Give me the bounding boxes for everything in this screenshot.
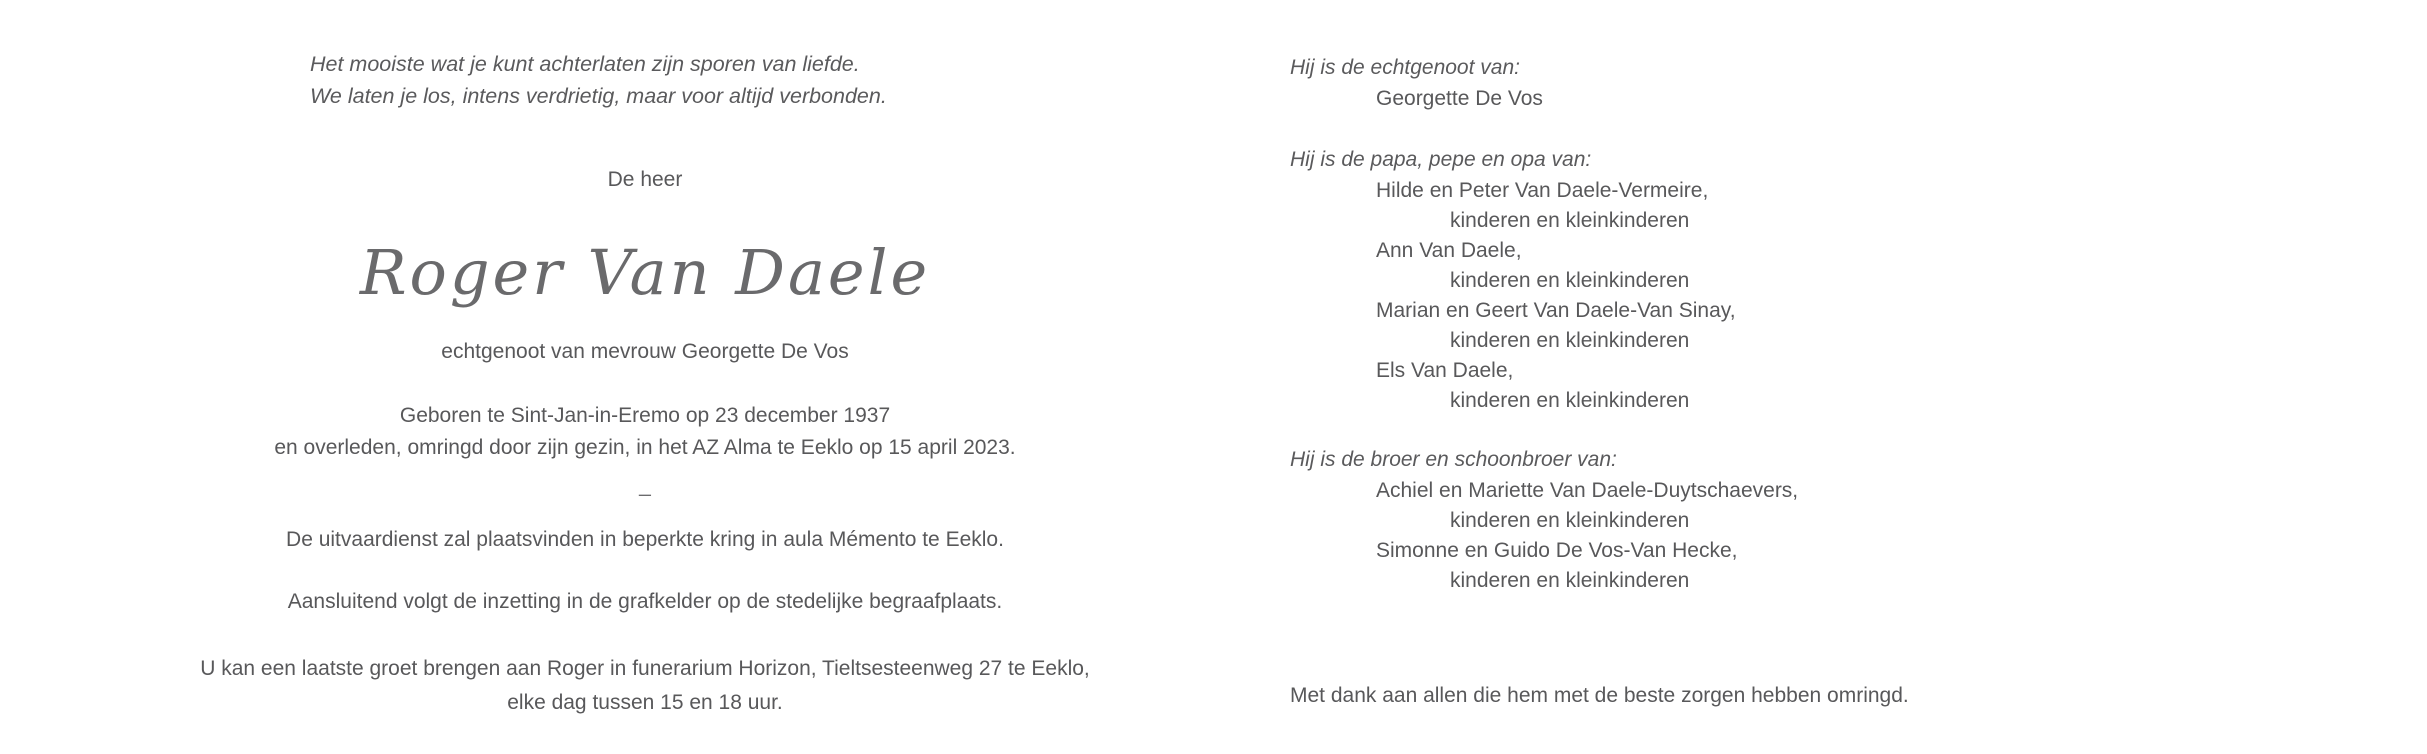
family-member-sub: kinderen en kleinkinderen (1450, 209, 1690, 232)
spouse-section-name: Georgette De Vos (1376, 87, 1543, 110)
spouse-section-heading: Hij is de echtgenoot van: (1290, 56, 1520, 79)
family-member-name: Simonne en Guido De Vos-Van Hecke, (1376, 539, 1738, 562)
visiting-line-2: elke dag tussen 15 en 18 uur. (507, 691, 783, 714)
list-item (1290, 536, 2427, 596)
list-item (1290, 176, 2427, 236)
list-item (1290, 356, 2427, 416)
family-member-name: Hilde en Peter Van Daele-Vermeire, (1376, 179, 1709, 202)
family-member-sub: kinderen en kleinkinderen (1450, 329, 1690, 352)
quote-line-2: We laten je los, intens verdrietig, maar voor altijd verbonden. (310, 84, 887, 108)
visiting-block (0, 652, 1290, 720)
family-member-sub: kinderen en kleinkinderen (1450, 569, 1690, 592)
siblings-section (1290, 448, 2427, 596)
family-member-name: Ann Van Daele, (1376, 239, 1522, 262)
family-member-name: Marian en Geert Van Daele-Van Sinay, (1376, 299, 1736, 322)
spouse-line: echtgenoot van mevrouw Georgette De Vos (441, 340, 849, 363)
service-line-1: De uitvaardienst zal plaatsvinden in beperkte kring in aula Mémento te Eeklo. (286, 528, 1004, 551)
children-section (1290, 148, 2427, 416)
children-section-heading: Hij is de papa, pepe en opa van: (1290, 148, 1592, 171)
birth-death-block (0, 400, 1290, 464)
death-line: en overleden, omringd door zijn gezin, in het AZ Alma te Eeklo op 15 april 2023. (274, 436, 1016, 459)
separator-dash: _ (639, 474, 651, 497)
family-member-name: Els Van Daele, (1376, 359, 1514, 382)
birth-line: Geboren te Sint-Jan-in-Eremo op 23 december 1937 (399, 404, 891, 427)
family-member-sub: kinderen en kleinkinderen (1450, 389, 1690, 412)
deceased-name: Roger Van Daele (359, 236, 931, 309)
list-item (1290, 236, 2427, 296)
siblings-section-heading: Hij is de broer en schoonbroer van: (1290, 448, 1617, 471)
family-member-name: Achiel en Mariette Van Daele-Duytschaevers, (1376, 479, 1799, 502)
family-member-sub: kinderen en kleinkinderen (1450, 269, 1690, 292)
quote-block (310, 48, 887, 112)
quote-line-1: Het mooiste wat je kunt achterlaten zijn sporen van liefde. (310, 52, 860, 76)
list-item (1290, 476, 2427, 536)
visiting-line-1: U kan een laatste groet brengen aan Roger in funerarium Horizon, Tieltsesteenweg 27 te Eeklo, (200, 657, 1090, 680)
family-member-sub: kinderen en kleinkinderen (1450, 509, 1690, 532)
salutation: De heer (607, 168, 683, 191)
thanks-line: Met dank aan allen die hem met de beste zorgen hebben omringd. (1290, 684, 1909, 707)
list-item (1290, 296, 2427, 356)
service-line-2: Aansluitend volgt de inzetting in de grafkelder op de stedelijke begraafplaats. (287, 590, 1003, 613)
right-column (1290, 0, 2427, 754)
spouse-section (1290, 56, 2427, 114)
